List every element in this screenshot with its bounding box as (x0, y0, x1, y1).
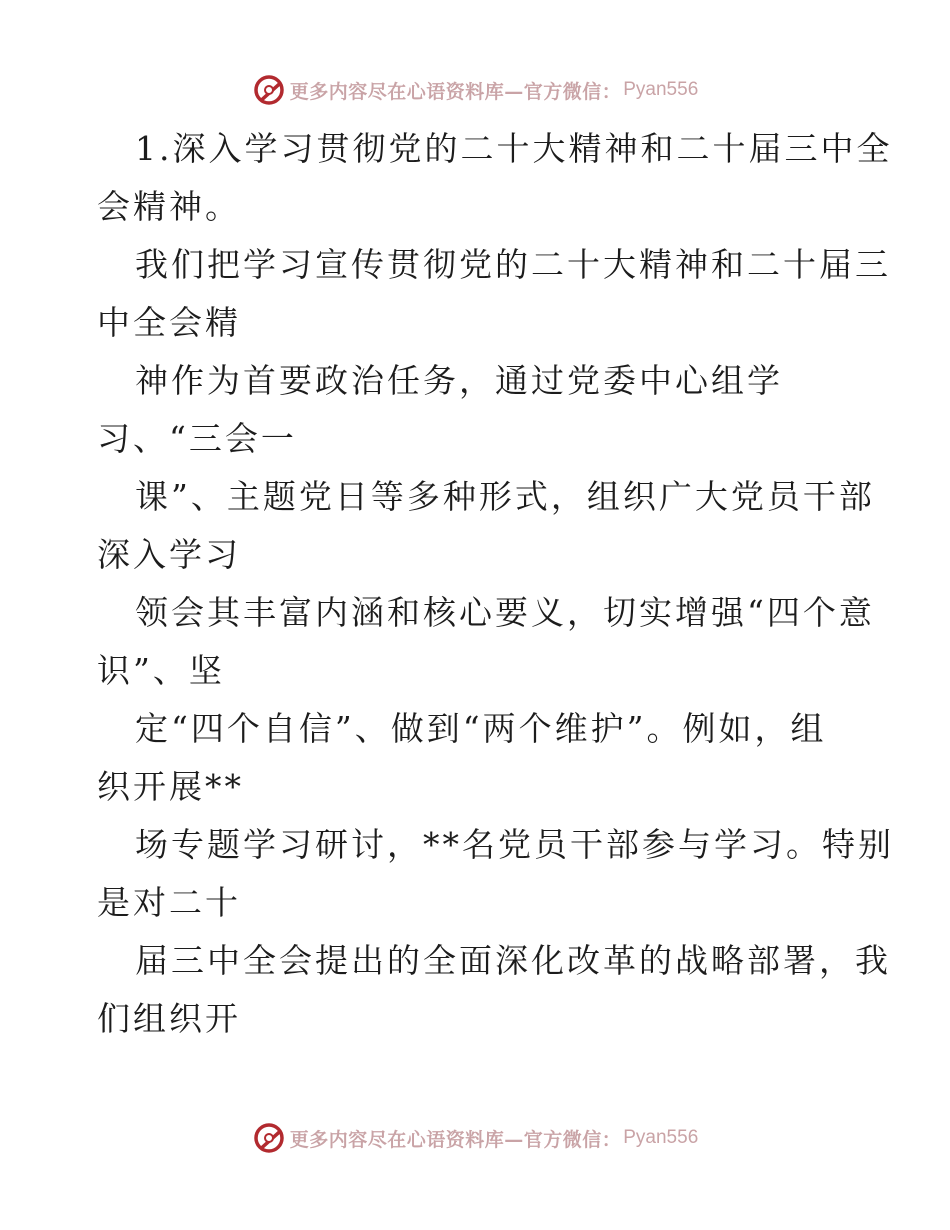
paragraph (97, 700, 857, 816)
paragraph (97, 932, 891, 1048)
paragraph (97, 352, 857, 468)
watermark-text: 更多内容尽在心语资料库—官方微信： (289, 1128, 622, 1151)
header-watermark (0, 70, 950, 110)
text-line: 课”、主题党日等多种形式，组织广大党员干部 (135, 477, 875, 516)
text-line: 我们把学习宣传贯彻党的二十大精神和二十届三 (135, 245, 891, 284)
text-line: 1.深入学习贯彻党的二十大精神和二十届三中全 (135, 129, 893, 168)
watermark-logo-icon (252, 1121, 286, 1155)
document-body (97, 120, 894, 1048)
text-line: 定“四个自信”、做到“两个维护”。例如，组 (135, 709, 827, 748)
text-line: 识”、坚 (97, 651, 225, 690)
text-line: 会精神。 (97, 187, 241, 226)
text-line: 神作为首要政治任务，通过党委中心组学 (135, 361, 783, 400)
paragraph (97, 816, 894, 932)
text-line: 深入学习 (97, 535, 241, 574)
text-line: 是对二十 (97, 883, 241, 922)
watermark-id: Pyan556 (623, 1127, 699, 1148)
text-line: 领会其丰富内涵和核心要义，切实增强“四个意 (135, 593, 875, 632)
paragraph (97, 236, 891, 352)
paragraph (97, 584, 875, 700)
watermark-id: Pyan556 (623, 79, 699, 100)
text-line: 届三中全会提出的全面深化改革的战略部署，我 (135, 941, 891, 980)
watermark-text: 更多内容尽在心语资料库—官方微信： (289, 80, 622, 103)
footer-watermark (0, 1118, 950, 1158)
watermark-logo-icon (252, 73, 286, 107)
text-line: 场专题学习研讨，**名党员干部参与学习。特别 (135, 825, 894, 864)
text-line: 织开展** (97, 767, 244, 806)
text-line: 中全会精 (97, 303, 241, 342)
paragraph (97, 468, 875, 584)
paragraph (97, 120, 893, 236)
text-line: 们组织开 (97, 999, 241, 1038)
text-line: 习、“三会一 (97, 419, 297, 458)
